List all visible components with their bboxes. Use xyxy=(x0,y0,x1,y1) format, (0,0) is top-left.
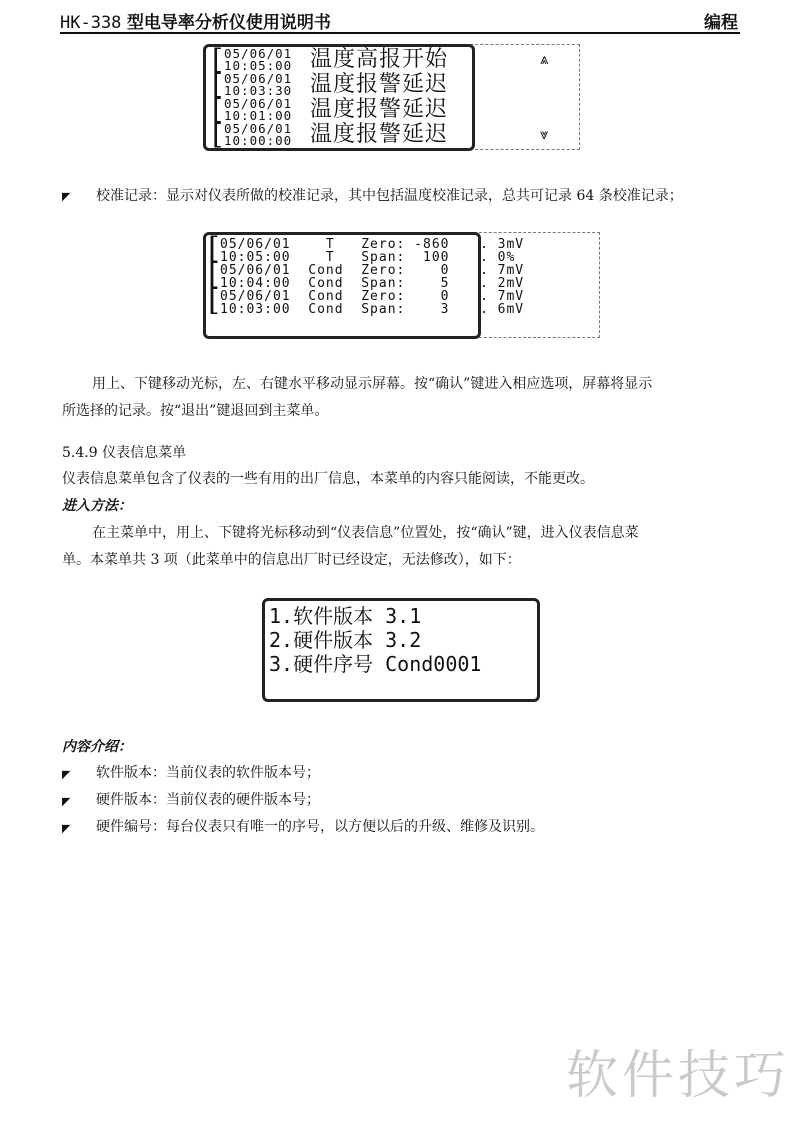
alarm-date: 05/06/01 xyxy=(224,121,293,136)
content-intro-label: 内容介绍： xyxy=(62,739,132,755)
alarm-message: 温度报警延迟 xyxy=(310,122,449,147)
info-line: 3.硬件序号 Cond0001 xyxy=(269,652,482,676)
alarm-time: 10:05:00 xyxy=(224,58,293,73)
calibration-line: 10:05:00 T Span: 100 xyxy=(220,250,450,265)
bullet-icon: ◤ xyxy=(62,190,71,203)
alarm-date: 05/06/01 xyxy=(224,71,293,86)
entry-method-line2: 单。本菜单共 3 项（此菜单中的信息出厂时已经设定，无法修改），如下： xyxy=(62,552,521,568)
calibration-line: 05/06/01 Cond Zero: 0 xyxy=(220,289,450,304)
calibration-unit: . 7mV xyxy=(480,289,525,304)
model-number: HK-338 xyxy=(60,13,122,33)
section-intro: 仪表信息菜单包含了仪表的一些有用的出厂信息，本菜单的内容只能阅读，不能更改。 xyxy=(62,471,594,487)
calibration-record-screen: [ [ [ 05/06/01 T Zero: -860 10:05:00 T Span: 100 05/06/01 Cond Zero: 0 10:04:00 Cond Span: 5 05/06/01 Cond Zero: 0 10:03:00 Cond Span: 3 xyxy=(203,232,481,339)
info-line: 1.软件版本 3.1 xyxy=(269,604,422,628)
content-item: 硬件版本：当前仪表的硬件版本号； xyxy=(96,792,320,808)
alarm-row: [ 05/06/01 10:01:00 温度报警延迟 xyxy=(212,93,449,126)
calibration-unit: . 3mV xyxy=(480,237,525,252)
scroll-up-icon: ⩓ xyxy=(540,50,549,68)
calibration-unit: . 7mV xyxy=(480,263,525,278)
section-name: 编程 xyxy=(704,13,738,33)
calibration-line: 10:04:00 Cond Span: 5 xyxy=(220,276,450,291)
section-heading: 5.4.9 仪表信息菜单 xyxy=(62,445,187,461)
calibration-line: 05/06/01 Cond Zero: 0 xyxy=(220,263,450,278)
alarm-time: 10:03:30 xyxy=(224,83,293,98)
alarm-time: 10:01:00 xyxy=(224,108,293,123)
scroll-down-icon: ⩔ xyxy=(540,125,549,143)
instrument-info-screen xyxy=(262,598,540,702)
info-line: 2.硬件版本 3.2 xyxy=(269,628,422,652)
header-title xyxy=(60,8,331,33)
alarm-message: 温度高报开始 xyxy=(310,47,449,72)
alarm-row: [ 05/06/01 10:05:00 温度高报开始 xyxy=(212,43,449,76)
calibration-unit: . 6mV xyxy=(480,302,525,317)
alarm-date: 05/06/01 xyxy=(224,46,293,61)
calibration-line: 10:03:00 Cond Span: 3 xyxy=(220,302,450,317)
calibration-unit: . 0% xyxy=(480,250,516,265)
calibration-unit: . 2mV xyxy=(480,276,525,291)
header-divider xyxy=(60,32,740,34)
calibration-record-description: 校准记录：显示对仪表所做的校准记录，其中包括温度校准记录，总共可记录 64 条校准记录； xyxy=(96,188,683,204)
watermark-text: 软件技巧 xyxy=(565,1046,790,1106)
alarm-message: 温度报警延迟 xyxy=(310,72,449,97)
navigation-paragraph-line2: 所选择的记录。按“退出”键退回到主菜单。 xyxy=(62,403,329,419)
bullet-icon: ◤ xyxy=(62,768,71,781)
entry-method-line1: 在主菜单中，用上、下键将光标移动到“仪表信息”位置处，按“确认”键，进入仪表信息菜 xyxy=(92,525,639,541)
manual-title: 型电导率分析仪使用说明书 xyxy=(126,13,331,33)
entry-method-label: 进入方法： xyxy=(62,498,132,514)
alarm-row: [ 05/06/01 10:00:00 温度报警延迟 xyxy=(212,118,449,151)
alarm-record-screen xyxy=(203,44,475,151)
bullet-icon: ◤ xyxy=(62,795,71,808)
alarm-time: 10:00:00 xyxy=(224,133,293,148)
content-item: 硬件编号：每台仪表只有唯一的序号，以方便以后的升级、维修及识别。 xyxy=(96,819,544,835)
navigation-paragraph-line1: 用上、下键移动光标，左、右键水平移动显示屏幕。按“确认”键进入相应选项，屏幕将显示 xyxy=(92,376,653,392)
content-item: 软件版本：当前仪表的软件版本号； xyxy=(96,765,320,781)
alarm-row: [ 05/06/01 10:03:30 温度报警延迟 xyxy=(212,68,449,101)
alarm-message: 温度报警延迟 xyxy=(310,97,449,122)
calibration-line: 05/06/01 T Zero: -860 xyxy=(220,237,450,252)
alarm-date: 05/06/01 xyxy=(224,96,293,111)
bullet-icon: ◤ xyxy=(62,822,71,835)
